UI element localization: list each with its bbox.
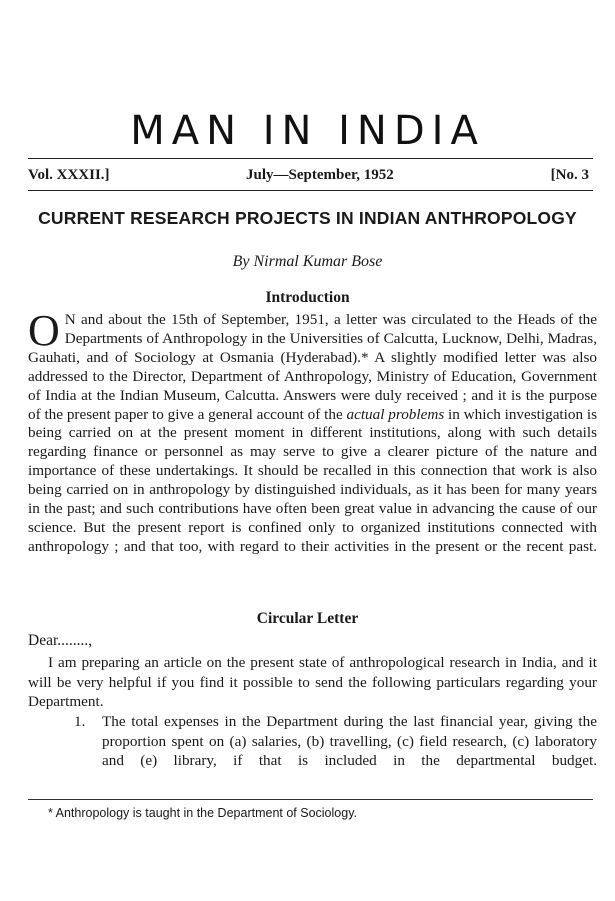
introduction-paragraph [28,306,597,557]
circular-letter-heading: Circular Letter [256,610,359,627]
footnote-rule [28,799,593,800]
header-bottom-rule [28,190,593,191]
footnote: * Anthropology is taught in the Department of Sociology. [48,806,357,820]
list-item-text: The total expenses in the Department during the last financial year, giving the proportion spent on (a) salaries, (b) travelling, (c) field research, (c) laboratory and (e) library, if that is included in the departmental budget. [102,713,597,769]
journal-title: MAN IN INDIA [130,108,485,154]
article-byline: By Nirmal Kumar Bose [232,253,383,270]
list-item-number: 1. [74,713,86,730]
issue-line [28,167,593,187]
letter-salutation: Dear........, [28,632,93,649]
introduction-heading: Introduction [265,289,350,306]
intro-text-part-2: in which investigation is being carried on at the present moment in different institutions, along with such details regarding finance or personnel as may serve to give a clearer picture of the nature and importance of these undertakings. It should be recalled in this connection that work is also being carried on in anthropology by distinguished individuals, as it has been for many years in the past; and such contributions have often been great value in advancing the cause of our science. But the present report is confined only to organized institutions connected with anthropology ; and that too, with regard to their activities in the present or the recent past. [28,405,597,555]
volume-label: Vol. XXXII.] [28,167,110,183]
intro-text-part-1: N and about the 15th of September, 1951, a letter was circulated to the Heads of the Departments of Anthropology in the Universities of Calcutta, Lucknow, Delhi, Madras, Gauhati, and of Sociology at Osmania (Hyderabad).* A slightly modified letter was also addressed to the Director, Department of Anthropology, Ministry of Education, Government of India at the Indian Museum, Calcutta. Answers were duly received ; and it is the purpose of the present paper to give a general account of the [28,311,597,423]
list-item [74,712,597,771]
issue-number: [No. 3 [550,167,589,183]
header-top-rule [28,158,593,159]
letter-body: I am preparing an article on the present state of anthropological research in India, and it will be very helpful if you find it possible to send the following particulars regarding your Department. [28,654,597,710]
intro-italic-phrase: actual problems [346,405,445,423]
issue-date: July—September, 1952 [246,167,394,183]
drop-cap: O [28,306,60,355]
article-title: CURRENT RESEARCH PROJECTS IN INDIAN ANTHROPOLOGY [38,208,577,228]
